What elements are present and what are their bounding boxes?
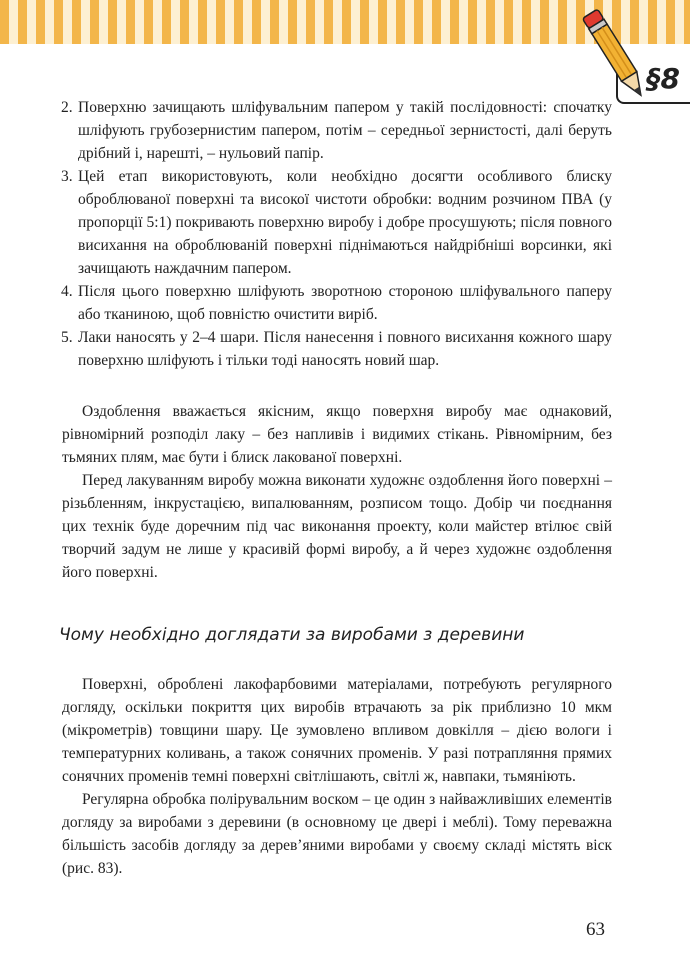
list-item: 3. Цей етап використовують, коли необхідно досягти особливого блиску оброблюваної поверхні та високої чистоти обробки: водним розчином ПВА (у пропорції 5:1) покривають поверхню виробу і добре просушують; після повного висихання на оброблюваній поверхні піднімаються найдрібніші ворсинки, які зачищають наждачним папером. <box>61 168 612 277</box>
list-item: 5. Лаки наносять у 2–4 шари. Після нанесення і повного висихання кожного шару поверхню шліфують і тільки тоді наносять новий шар. <box>61 329 612 369</box>
page-number: 63 <box>586 919 605 940</box>
list-item: 2. Поверхню зачищають шліфувальним папером у такій послідовності: спочатку шліфують грубозернистим папером, потім – середньої зернистості, далі беруть дрібний і, нарешті, – нульовий папір. <box>61 99 612 162</box>
paragraph: Поверхні, оброблені лакофарбовими матеріалами, потребують регулярного догляду, оскільки покриття цих виробів втрачають за рік приблизно 10 мкм (мікрометрів) товщини шару. Це зумовлено впливом довкілля – дією вологи і температурних коливань, а також сонячних променів. У разі потрапляння прямих сонячних променів темні поверхні світлішають, світлі ж, навпаки, тьмяніють. <box>62 676 612 785</box>
paragraph: Перед лакуванням виробу можна виконати художнє оздоблення його поверхні – різьбленням, інкрустацією, випалюванням, розписом тощо. Добір чи поєднання цих технік буде доречним під час виконання проекту, коли майстер втілює свій творчий задум не лише у красивій формі виробу, а й через художнє оздоблення його поверхні. <box>62 472 612 581</box>
section-heading: Чому необхідно доглядати за виробами з деревини <box>59 625 525 645</box>
paragraph: Оздоблення вважається якісним, якщо поверхня виробу має однаковий, рівномірний розподіл лаку – без напливів і видимих стікань. Рівномірним, без тьмяних плям, має бути і блиск лакованої поверхні. <box>62 403 612 466</box>
step-text: Після цього поверхню шліфують зворотною стороною шліфувального паперу або тканиною, щоб повністю очистити виріб. <box>78 283 612 323</box>
step-text: Лаки наносять у 2–4 шари. Після нанесення і повного висихання кожного шару поверхню шліфують і тільки тоді наносять новий шар. <box>78 329 612 369</box>
page-content <box>59 96 612 880</box>
section-label: §8 <box>646 62 680 95</box>
paragraph: Регулярна обробка полірувальним воском – це один з найважливіших елементів догляду за виробами з деревини (в основному це двері і меблі). Тому переважна більшість засобів догляду за дерев’яними виробами у своєму складі містять віск (рис. 83). <box>62 791 612 877</box>
step-text: Цей етап використовують, коли необхідно досягти особливого блиску оброблюваної поверхні та високої чистоти обробки: водним розчином ПВА (у пропорції 5:1) покривають поверхню виробу і добре просушують; після повного висихання на оброблюваній поверхні піднімаються найдрібніші ворсинки, які зачищають наждачним папером. <box>78 168 612 277</box>
steps-list <box>62 96 612 372</box>
list-item: 4. Після цього поверхню шліфують зворотною стороною шліфувального паперу або тканиною, щоб повністю очистити виріб. <box>61 283 612 323</box>
step-text: Поверхню зачищають шліфувальним папером у такій послідовності: спочатку шліфують грубозернистим папером, потім – середньої зернистості, далі беруть дрібний і, нарешті, – нульовий папір. <box>78 99 612 162</box>
